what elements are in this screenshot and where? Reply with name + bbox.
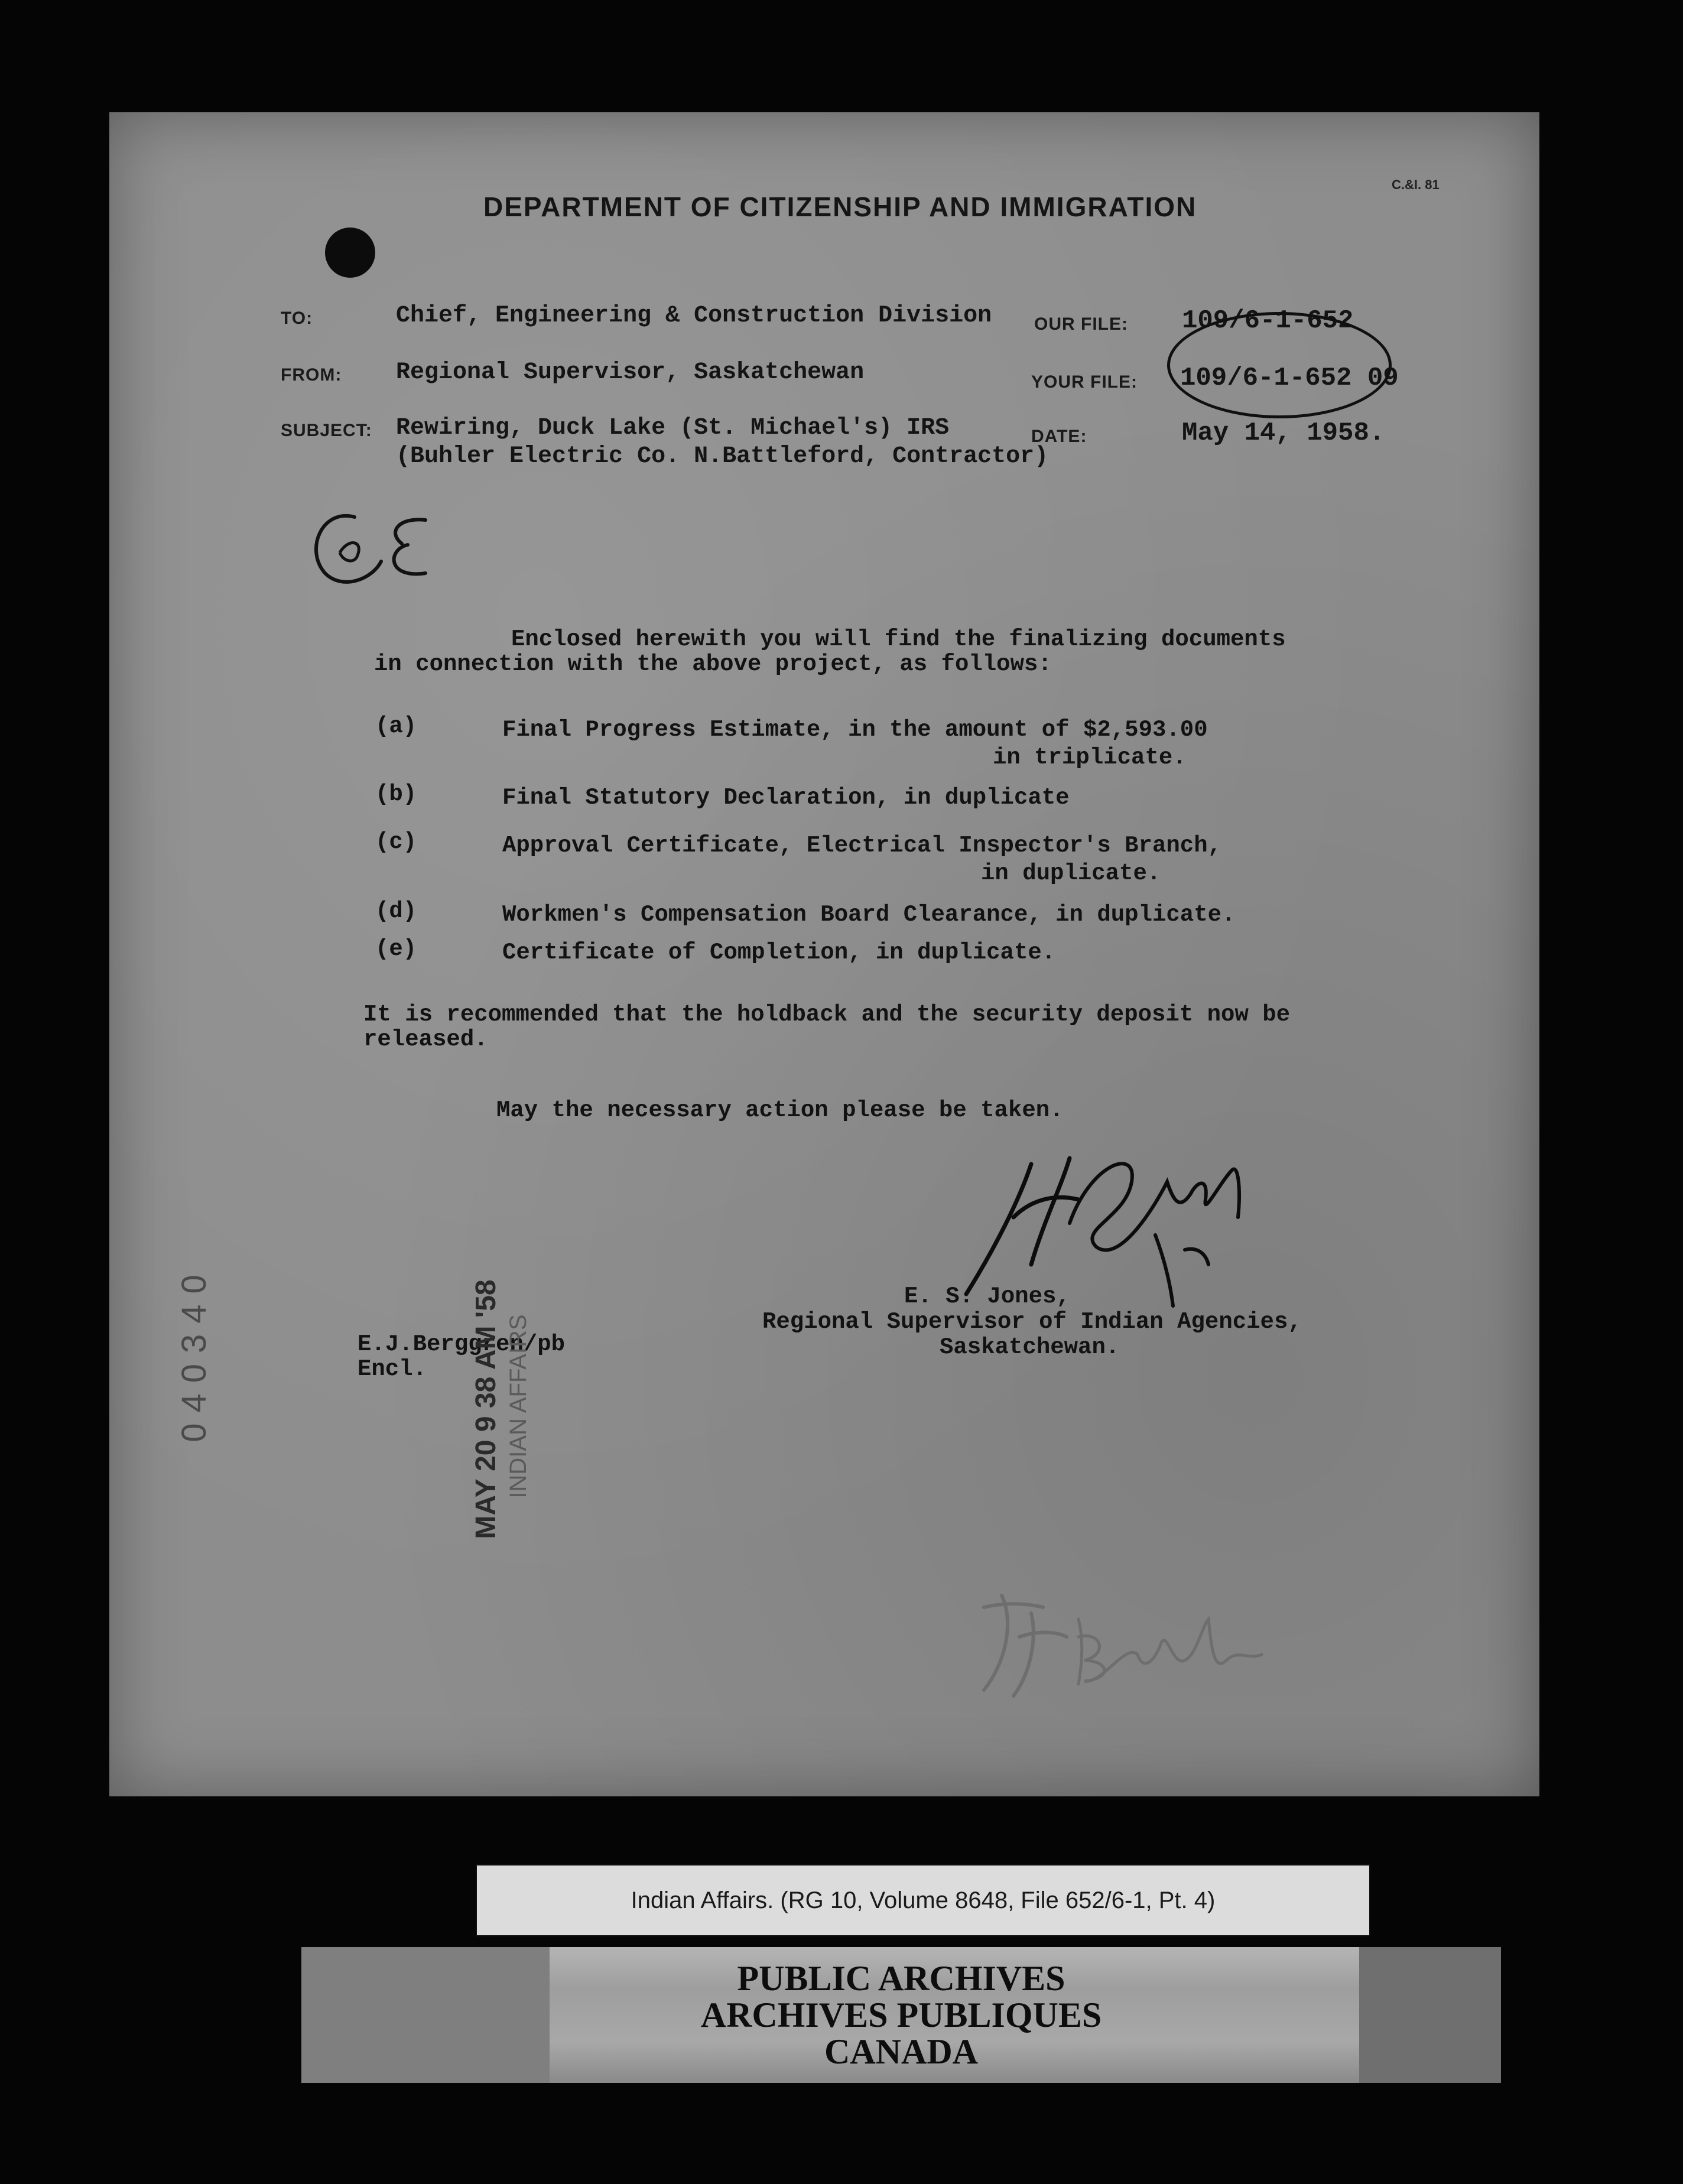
your-file-value: 109/6-1-652 09 bbox=[1180, 363, 1399, 393]
our-file-value: 109/6-1-652 bbox=[1182, 306, 1354, 336]
received-department-stamp: INDIAN AFFAIRS bbox=[505, 1314, 531, 1499]
typist-initials: E.J.Berggren/pb bbox=[358, 1331, 566, 1357]
archive-bar bbox=[301, 1947, 1501, 2083]
intro-line-1: Enclosed herewith you will find the finalizing documents bbox=[511, 626, 1286, 652]
your-file-label: YOUR FILE: bbox=[1031, 372, 1138, 392]
item-text: Final Statutory Declaration, in duplicate bbox=[502, 785, 1070, 811]
recommend-line-1: It is recommended that the holdback and the security deposit now be bbox=[363, 1002, 1291, 1028]
handwritten-mark bbox=[298, 496, 452, 597]
archive-reference-text: Indian Affairs. (RG 10, Volume 8648, File 652/6-1, Pt. 4) bbox=[631, 1887, 1216, 1913]
signatory-name: E. S. Jones, bbox=[904, 1283, 1070, 1309]
item-text: Final Progress Estimate, in the amount of $2,593.00 bbox=[502, 717, 1208, 743]
archive-label-line-3: CANADA bbox=[824, 2032, 978, 2071]
subject-line-2: (Buhler Electric Co. N.Battleford, Contractor) bbox=[396, 443, 1049, 470]
archive-label-line-2: ARCHIVES PUBLIQUES bbox=[700, 1996, 1102, 2034]
item-letter: (d) bbox=[375, 898, 417, 924]
to-label: TO: bbox=[281, 308, 313, 328]
date-label: DATE: bbox=[1031, 427, 1087, 446]
item-letter: (e) bbox=[375, 936, 417, 962]
archive-reference-label bbox=[476, 1864, 1370, 1936]
department-heading: DEPARTMENT OF CITIZENSHIP AND IMMIGRATION bbox=[483, 191, 1197, 222]
item-text: Certificate of Completion, in duplicate. bbox=[502, 940, 1056, 966]
item-continuation: in duplicate. bbox=[981, 860, 1161, 886]
recommend-line-2: released. bbox=[363, 1026, 488, 1052]
item-continuation: in triplicate. bbox=[993, 745, 1187, 771]
received-date-stamp: MAY 20 9 38 AM '58 bbox=[470, 1279, 502, 1539]
date-value: May 14, 1958. bbox=[1182, 418, 1385, 448]
signatory-province: Saskatchewan. bbox=[940, 1334, 1120, 1360]
item-text: Workmen's Compensation Board Clearance, in duplicate. bbox=[502, 902, 1236, 928]
form-code: C.&I. 81 bbox=[1392, 177, 1440, 192]
from-label: FROM: bbox=[281, 365, 342, 385]
closing-line: May the necessary action please be taken. bbox=[496, 1097, 1064, 1123]
archive-label bbox=[301, 1960, 1501, 2070]
enclosure-note: Encl. bbox=[358, 1356, 427, 1382]
item-letter: (a) bbox=[375, 713, 417, 739]
subject-label: SUBJECT: bbox=[281, 421, 372, 440]
item-letter: (b) bbox=[375, 781, 417, 807]
to-value: Chief, Engineering & Construction Division bbox=[396, 303, 992, 329]
file-number-circle bbox=[1167, 312, 1392, 418]
memo-paper bbox=[109, 112, 1539, 1796]
item-text: Approval Certificate, Electrical Inspector's Branch, bbox=[502, 833, 1221, 859]
subject-line-1: Rewiring, Duck Lake (St. Michael's) IRS bbox=[396, 415, 950, 441]
punch-hole bbox=[325, 228, 375, 278]
archive-label-line-1: PUBLIC ARCHIVES bbox=[737, 1959, 1065, 1998]
our-file-label: OUR FILE: bbox=[1034, 314, 1128, 334]
document-number-stamp: 040340 bbox=[175, 1264, 213, 1442]
intro-line-2: in connection with the above project, as follows: bbox=[374, 651, 1052, 677]
signatory-title: Regional Supervisor of Indian Agencies, bbox=[762, 1309, 1302, 1335]
from-value: Regional Supervisor, Saskatchewan bbox=[396, 359, 865, 386]
faint-signature bbox=[948, 1572, 1279, 1708]
item-letter: (c) bbox=[375, 829, 417, 855]
